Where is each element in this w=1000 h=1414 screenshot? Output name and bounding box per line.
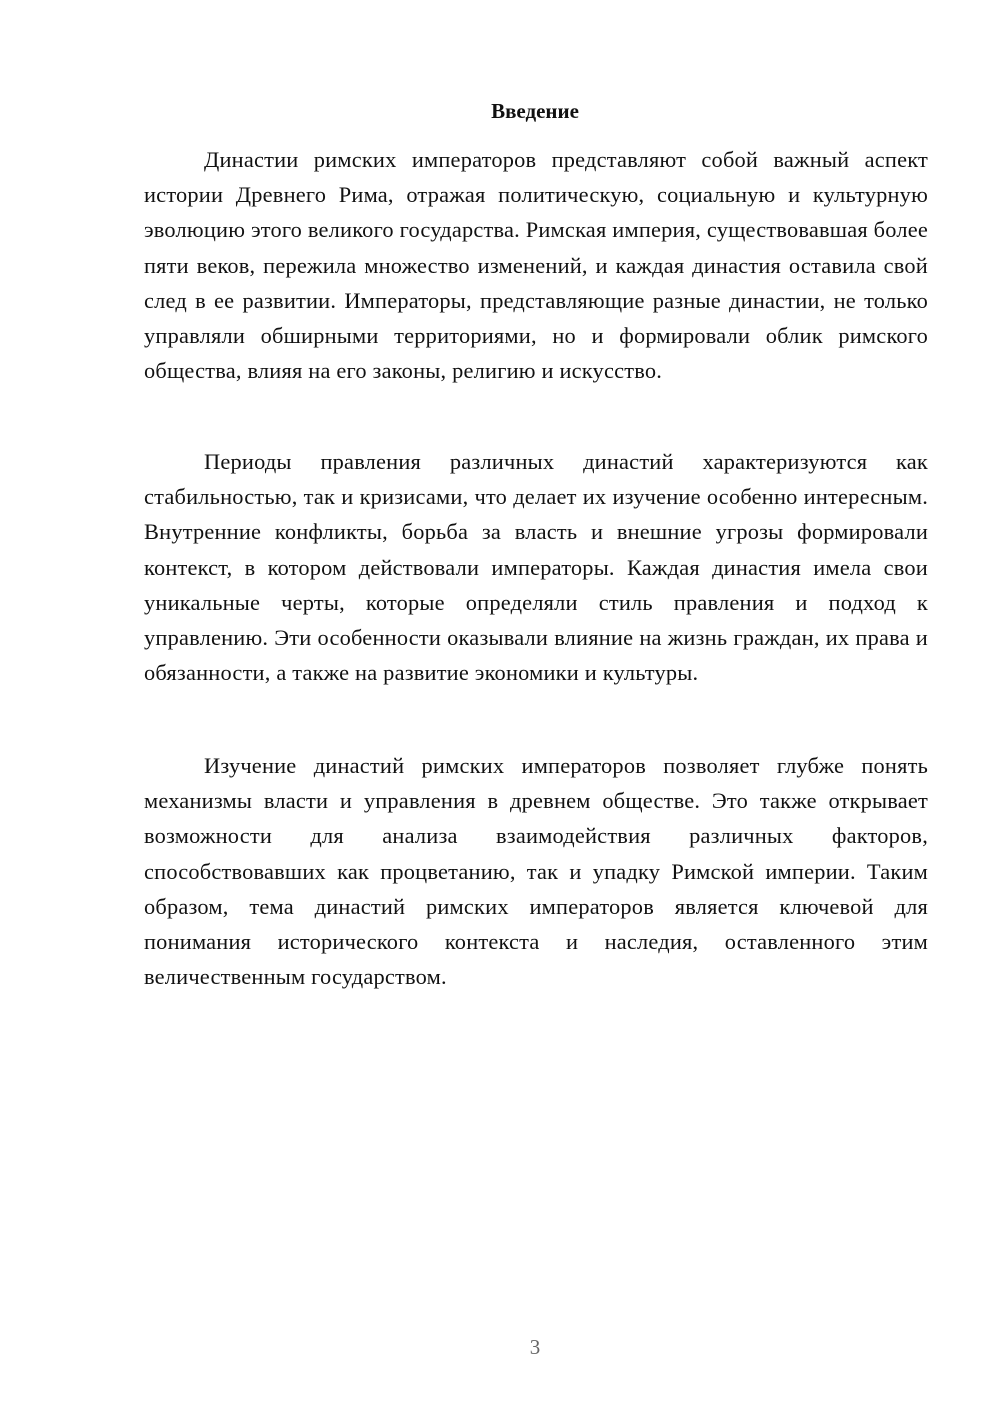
paragraph-1: Династии римских императоров представляют собой важный аспект истории Древнего Рима, отражая политическую, социальную и культурную эволюцию этого великого государства. Римская империя, существовавшая более пяти веков, пережила множество изменений, и каждая династия оставила свой след в ее развитии. Императоры, представляющие разные династии, не только управляли обширными территориями, но и формировали облик римского общества, влияя на его законы, религию и искусство. (144, 147, 928, 384)
paragraph-3: Изучение династий римских императоров позволяет глубже понять механизмы власти и управления в древнем обществе. Это также открывает возможности для анализа взаимодействия различных факторов, способствовавших как процветанию, так и упадку Римской империи. Таким образом, тема династий римских императоров является ключевой для понимания исторического контекста и наследия, оставленного этим величественным государством. (144, 753, 928, 990)
page-number: 3 (529, 1335, 541, 1359)
paragraph-2: Периоды правления различных династий характеризуются как стабильностью, так и кризисами, что делает их изучение особенно интересным. Внутренние конфликты, борьба за власть и внешние угрозы формировали контекст, в котором действовали императоры. Каждая династия имела свои уникальные черты, которые определяли стиль правления и подход к управлению. Эти особенности оказывали влияние на жизнь граждан, их права и обязанности, а также на развитие экономики и культуры. (144, 449, 928, 686)
section-title: Введение (491, 99, 579, 123)
